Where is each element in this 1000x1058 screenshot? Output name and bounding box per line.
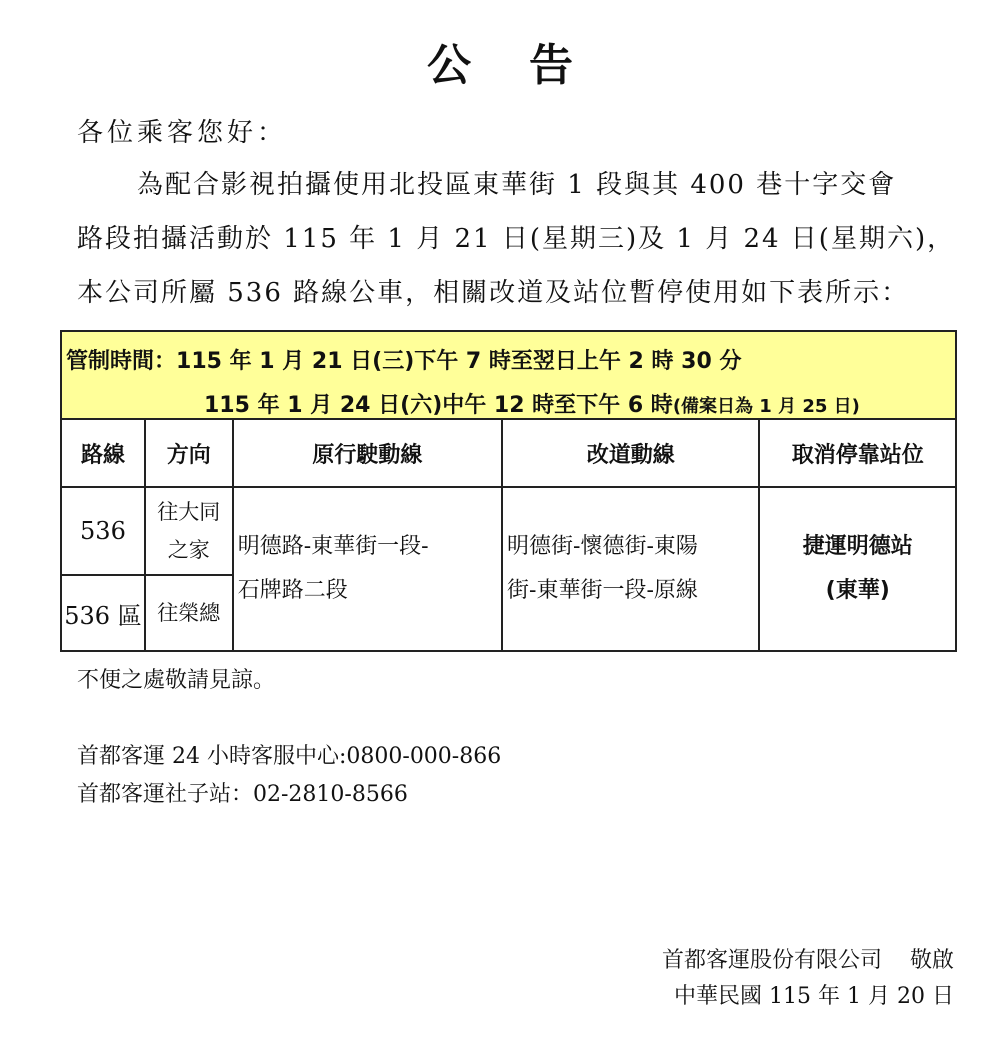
original-path-line-2: 石牌路二段 (237, 578, 348, 603)
original-path-cell (233, 487, 502, 651)
salutation: 敬啟 (909, 948, 954, 973)
direction-line: 往大同 (157, 500, 221, 524)
control-time-line-1: 115 年 1 月 21 日(三)下午 7 時至翌日上午 2 時 30 分 (176, 349, 742, 374)
direction-cell (145, 487, 233, 575)
header-route: 路線 (61, 419, 145, 487)
greeting: 各位乘客您好： (77, 118, 288, 148)
header-cancelled-stop: 取消停靠站位 (759, 419, 956, 487)
backup-date-note: (備案日為 1 月 25 日) (672, 396, 860, 417)
cancelled-stop-line-1: 捷運明德站 (802, 534, 913, 559)
control-time-line-2: 115 年 1 月 24 日(六)中午 12 時至下午 6 時 (204, 393, 673, 418)
route-cell: 536 (61, 487, 145, 575)
route-cell: 536 區 (61, 575, 145, 651)
cancelled-stop-line-2: (東華) (825, 578, 890, 603)
table-row (61, 487, 956, 575)
direction-line: 之家 (167, 538, 210, 562)
header-direction: 方向 (145, 419, 233, 487)
header-detour-path: 改道動線 (502, 419, 759, 487)
contact-line: 首都客運社子站：02-2810-8566 (77, 782, 408, 807)
detour-table (60, 330, 957, 652)
table-header-row (61, 419, 956, 487)
detour-path-line-2: 街-東華街一段-原線 (507, 578, 698, 603)
signature-date: 中華民國 115 年 1 月 20 日 (674, 984, 954, 1009)
detour-path-line-1: 明德街-懷德街-東陽 (507, 534, 698, 559)
control-time-label: 管制時間： (66, 349, 177, 374)
header-original-path: 原行駛動線 (233, 419, 502, 487)
cancelled-stop-cell (759, 487, 956, 651)
closing-remark: 不便之處敬請見諒。 (77, 668, 276, 693)
direction-line: 往榮總 (157, 601, 221, 625)
contact-line: 首都客運 24 小時客服中心:0800-000-866 (77, 744, 502, 769)
company-name: 首都客運股份有限公司 (661, 948, 882, 973)
control-time-cell (61, 331, 956, 419)
signature-company (662, 944, 954, 978)
original-path-line-1: 明德路-東華街一段- (237, 534, 429, 559)
detour-path-cell (502, 487, 759, 651)
notice-title: 公告 (427, 40, 631, 91)
paragraph-line-1: 為配合影視拍攝使用北投區東華街 1 段與其 400 巷十字交會 (137, 170, 897, 200)
direction-cell (145, 575, 233, 651)
paragraph-line-2: 路段拍攝活動於 115 年 1 月 21 日(星期三)及 1 月 24 日(星期六)， (77, 224, 956, 254)
paragraph-line-3: 本公司所屬 536 路線公車，相關改道及站位暫停使用如下表所示： (77, 278, 910, 308)
